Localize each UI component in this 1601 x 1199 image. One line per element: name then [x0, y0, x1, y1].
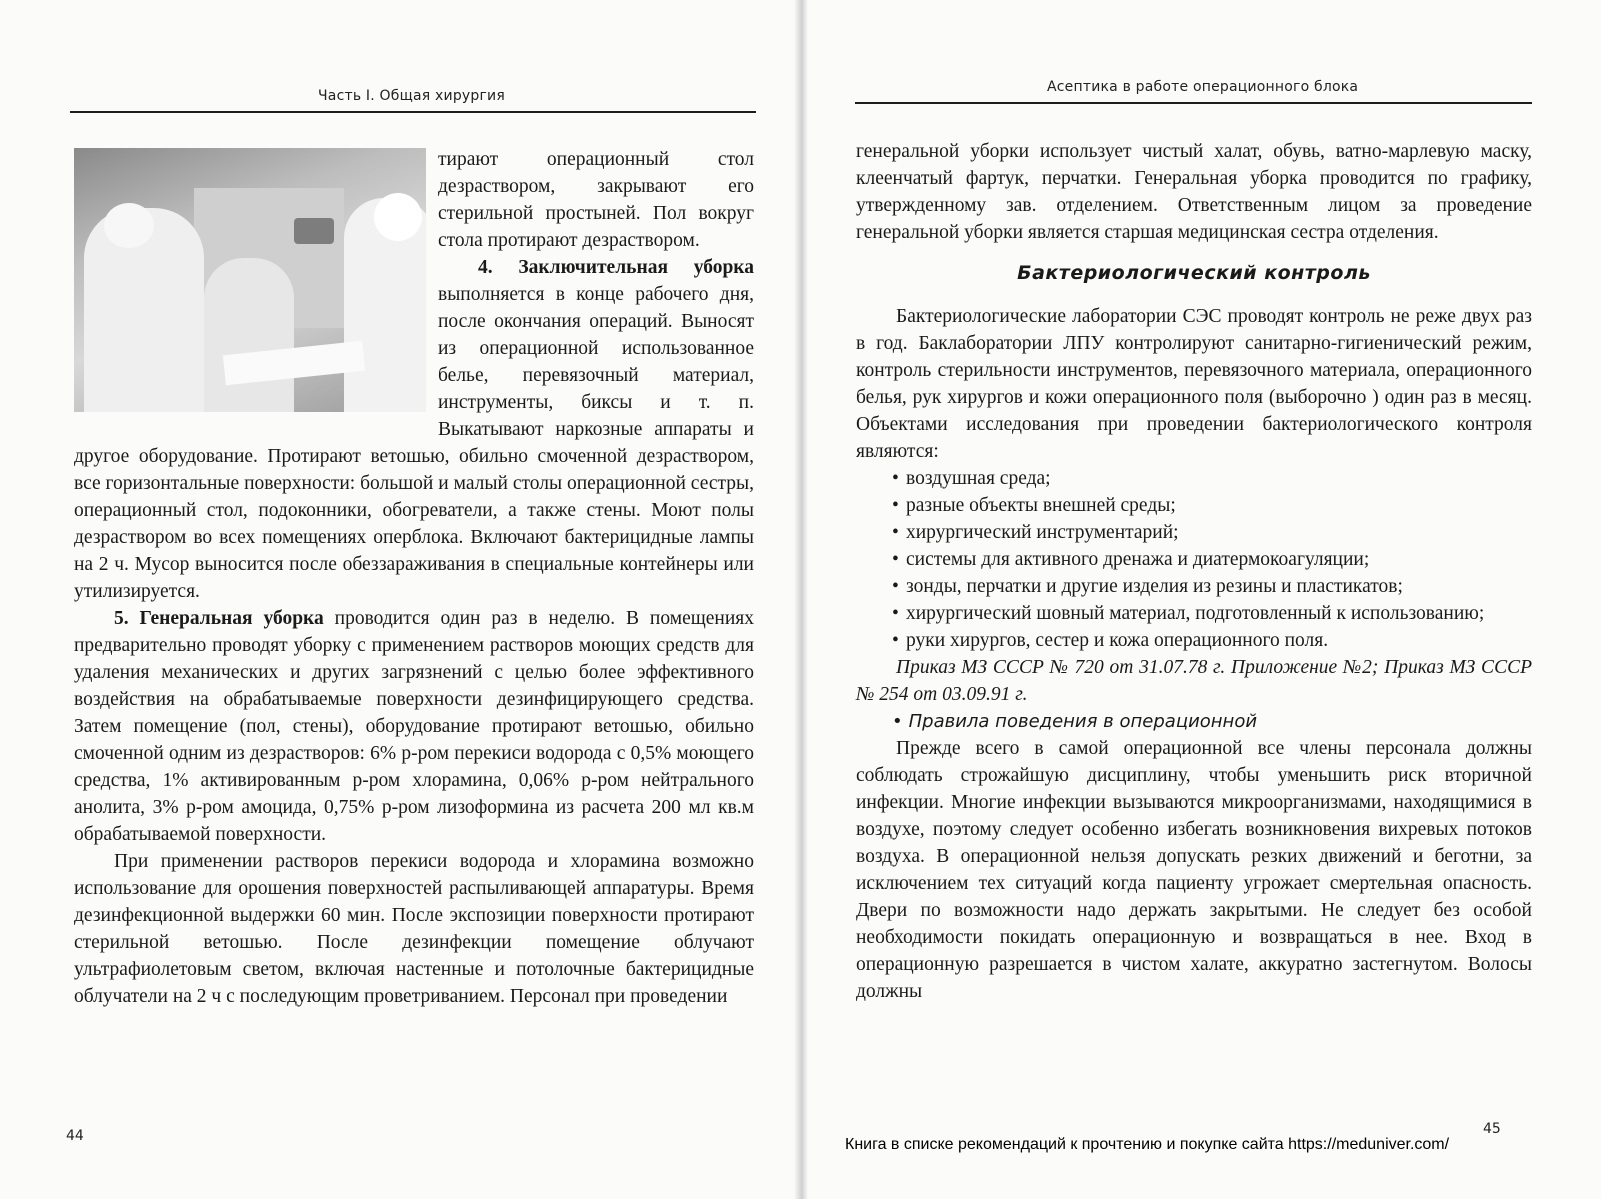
header-rule-left — [70, 111, 756, 113]
running-head-right: Асептика в работе операционного блока — [1047, 79, 1359, 95]
watermark-text: Книга в списке рекомендаций к прочтению и покупке сайта https://meduniver.com/ — [845, 1136, 1450, 1153]
photo-figure-head — [104, 203, 154, 248]
right-page — [800, 0, 1601, 1199]
paragraph: генеральной уборки использует чистый халат, обувь, ватно-марлевую маску, клеенчатый фартук, перчатки. Генеральная уборка проводится по графику, утвержденному зав. отделением. Ответственным лицом за проведение генеральной уборки является старшая медицинская сестра отделения. — [856, 141, 1532, 243]
paragraph: При применении растворов перекиси водорода и хлорамина возможно использование для орошения поверхностей распыливающей аппаратуры. Время дезинфекционной выдержки 60 мин. После экспозиции поверхности протирают стерильной ветошью. После дезинфекции помещение облучают ультрафиолетовым светом, включая настенные и потолочные бактерицидные облучатели на 2 ч с последующим проветриванием. Персонал при проведении — [74, 851, 754, 1007]
section-title: Бактериологический контроль — [1017, 262, 1371, 284]
page-number-left: 44 — [66, 1128, 84, 1144]
page-number-right: 45 — [1483, 1121, 1501, 1137]
paragraph — [74, 605, 754, 848]
paragraph-text: выполняется в конце рабочего дня, после окончания операций. Выносят из операционной использованное белье, перевязочный материал, инструменты, биксы и т. п. Выкатывают наркозные аппараты и другое оборудование. Протирают ветошью, обильно смоченной дезраствором, все горизонтальные поверхности: большой и малый столы операционной сестры, операционный стол, подоконники, обогреватели, а также стены. Моют полы дезраствором во всех помещениях оперблока. Включают бактерицидные лампы на 2 ч. Мусор выносится после обеззараживания в специальные контейнеры или утилизируется. — [74, 284, 754, 602]
list-item: • зонды, перчатки и другие изделия из резины и пластикатов; — [892, 573, 1532, 600]
photo-figure-nurse — [204, 258, 294, 412]
list-item: • разные объекты внешней среды; — [892, 492, 1532, 519]
header-rule-right — [855, 102, 1532, 104]
subheading-text: Правила поведения в операционной — [908, 711, 1258, 732]
order-reference: Приказ МЗ СССР № 720 от 31.07.78 г. Приложение №2; Приказ МЗ СССР № 254 от 03.09.91 г. — [856, 657, 1532, 705]
paragraph-text: проводится один раз в неделю. В помещениях предварительно проводят уборку с применением растворов моющих средств для удаления механических и других загрязнений с целью более эффективного воздействия на обрабатываемые поверхности дезинфицирующего средства. Затем помещение (пол, стены), оборудование протирают ветошью, обильно смоченной одним из дезрастворов: 6% р-ром перекиси водорода с 0,5% моющего средства, 1% активированным р-ром хлорамина, 0,06% р-ром нейтрального анолита, 3% р-ром амоцида, 0,75% р-ром лизоформина из расчета 200 мл кв.м обрабатываемой поверхности. — [74, 608, 754, 845]
subheading — [892, 708, 1532, 735]
bullet-icon: • — [892, 711, 903, 732]
running-head-left: Часть I. Общая хирургия — [318, 88, 505, 104]
right-page-body — [856, 138, 1532, 1005]
photo-wall-panel — [294, 218, 334, 244]
paragraph: Прежде всего в самой операционной все члены персонала должны соблюдать строжайшую дисциплину, чтобы уменьшить риск вторичной инфекции. Многие инфекции вызываются микроорганизмами, находящимися в воздухе, поэтому следует особенно избегать возникновения вихревых потоков воздуха. В операционной нельзя допускать резких движений и беготни, за исключением тех ситуаций когда пациенту угрожает смертельная опасность. Двери по возможности надо держать закрытыми. Не следует без особой необходимости покидать операционную и возвращаться в нее. Вход в операционную разрешается в чистом халате, аккуратно застегнутом. Волосы должны — [856, 738, 1532, 1002]
left-page-body — [74, 146, 754, 1010]
paragraph: Бактериологические лаборатории СЭС проводят контроль не реже двух раз в год. Баклаборатории ЛПУ контролируют санитарно-гигиенический режим, контроль стерильности инструментов, перевязочного материала, операционного белья, рук хирургов и кожи операционного поля (выборочно ) один раз в месяц. Объектами исследования при проведении бактериологического контроля являются: — [856, 306, 1532, 462]
paragraph: тирают операционный стол дезраствором, закрывают его стерильной простыней. Пол вокруг стола протирают дезраствором. — [438, 149, 754, 251]
bullet-list — [856, 465, 1532, 654]
left-page — [0, 0, 800, 1199]
list-item: • руки хирургов, сестер и кожа операционного поля. — [892, 627, 1532, 654]
paragraph-heading: 4. Заключительная уборка — [478, 257, 754, 278]
paragraph-heading: 5. Генеральная уборка — [114, 608, 324, 629]
operating-room-photo — [74, 148, 426, 412]
photo-figure-cap — [374, 193, 422, 241]
list-item: • системы для активного дренажа и диатермокоагуляции; — [892, 546, 1532, 573]
list-item: • хирургический шовный материал, подготовленный к использованию; — [892, 600, 1532, 627]
list-item: • воздушная среда; — [892, 465, 1532, 492]
book-gutter — [794, 0, 808, 1199]
list-item: • хирургический инструментарий; — [892, 519, 1532, 546]
